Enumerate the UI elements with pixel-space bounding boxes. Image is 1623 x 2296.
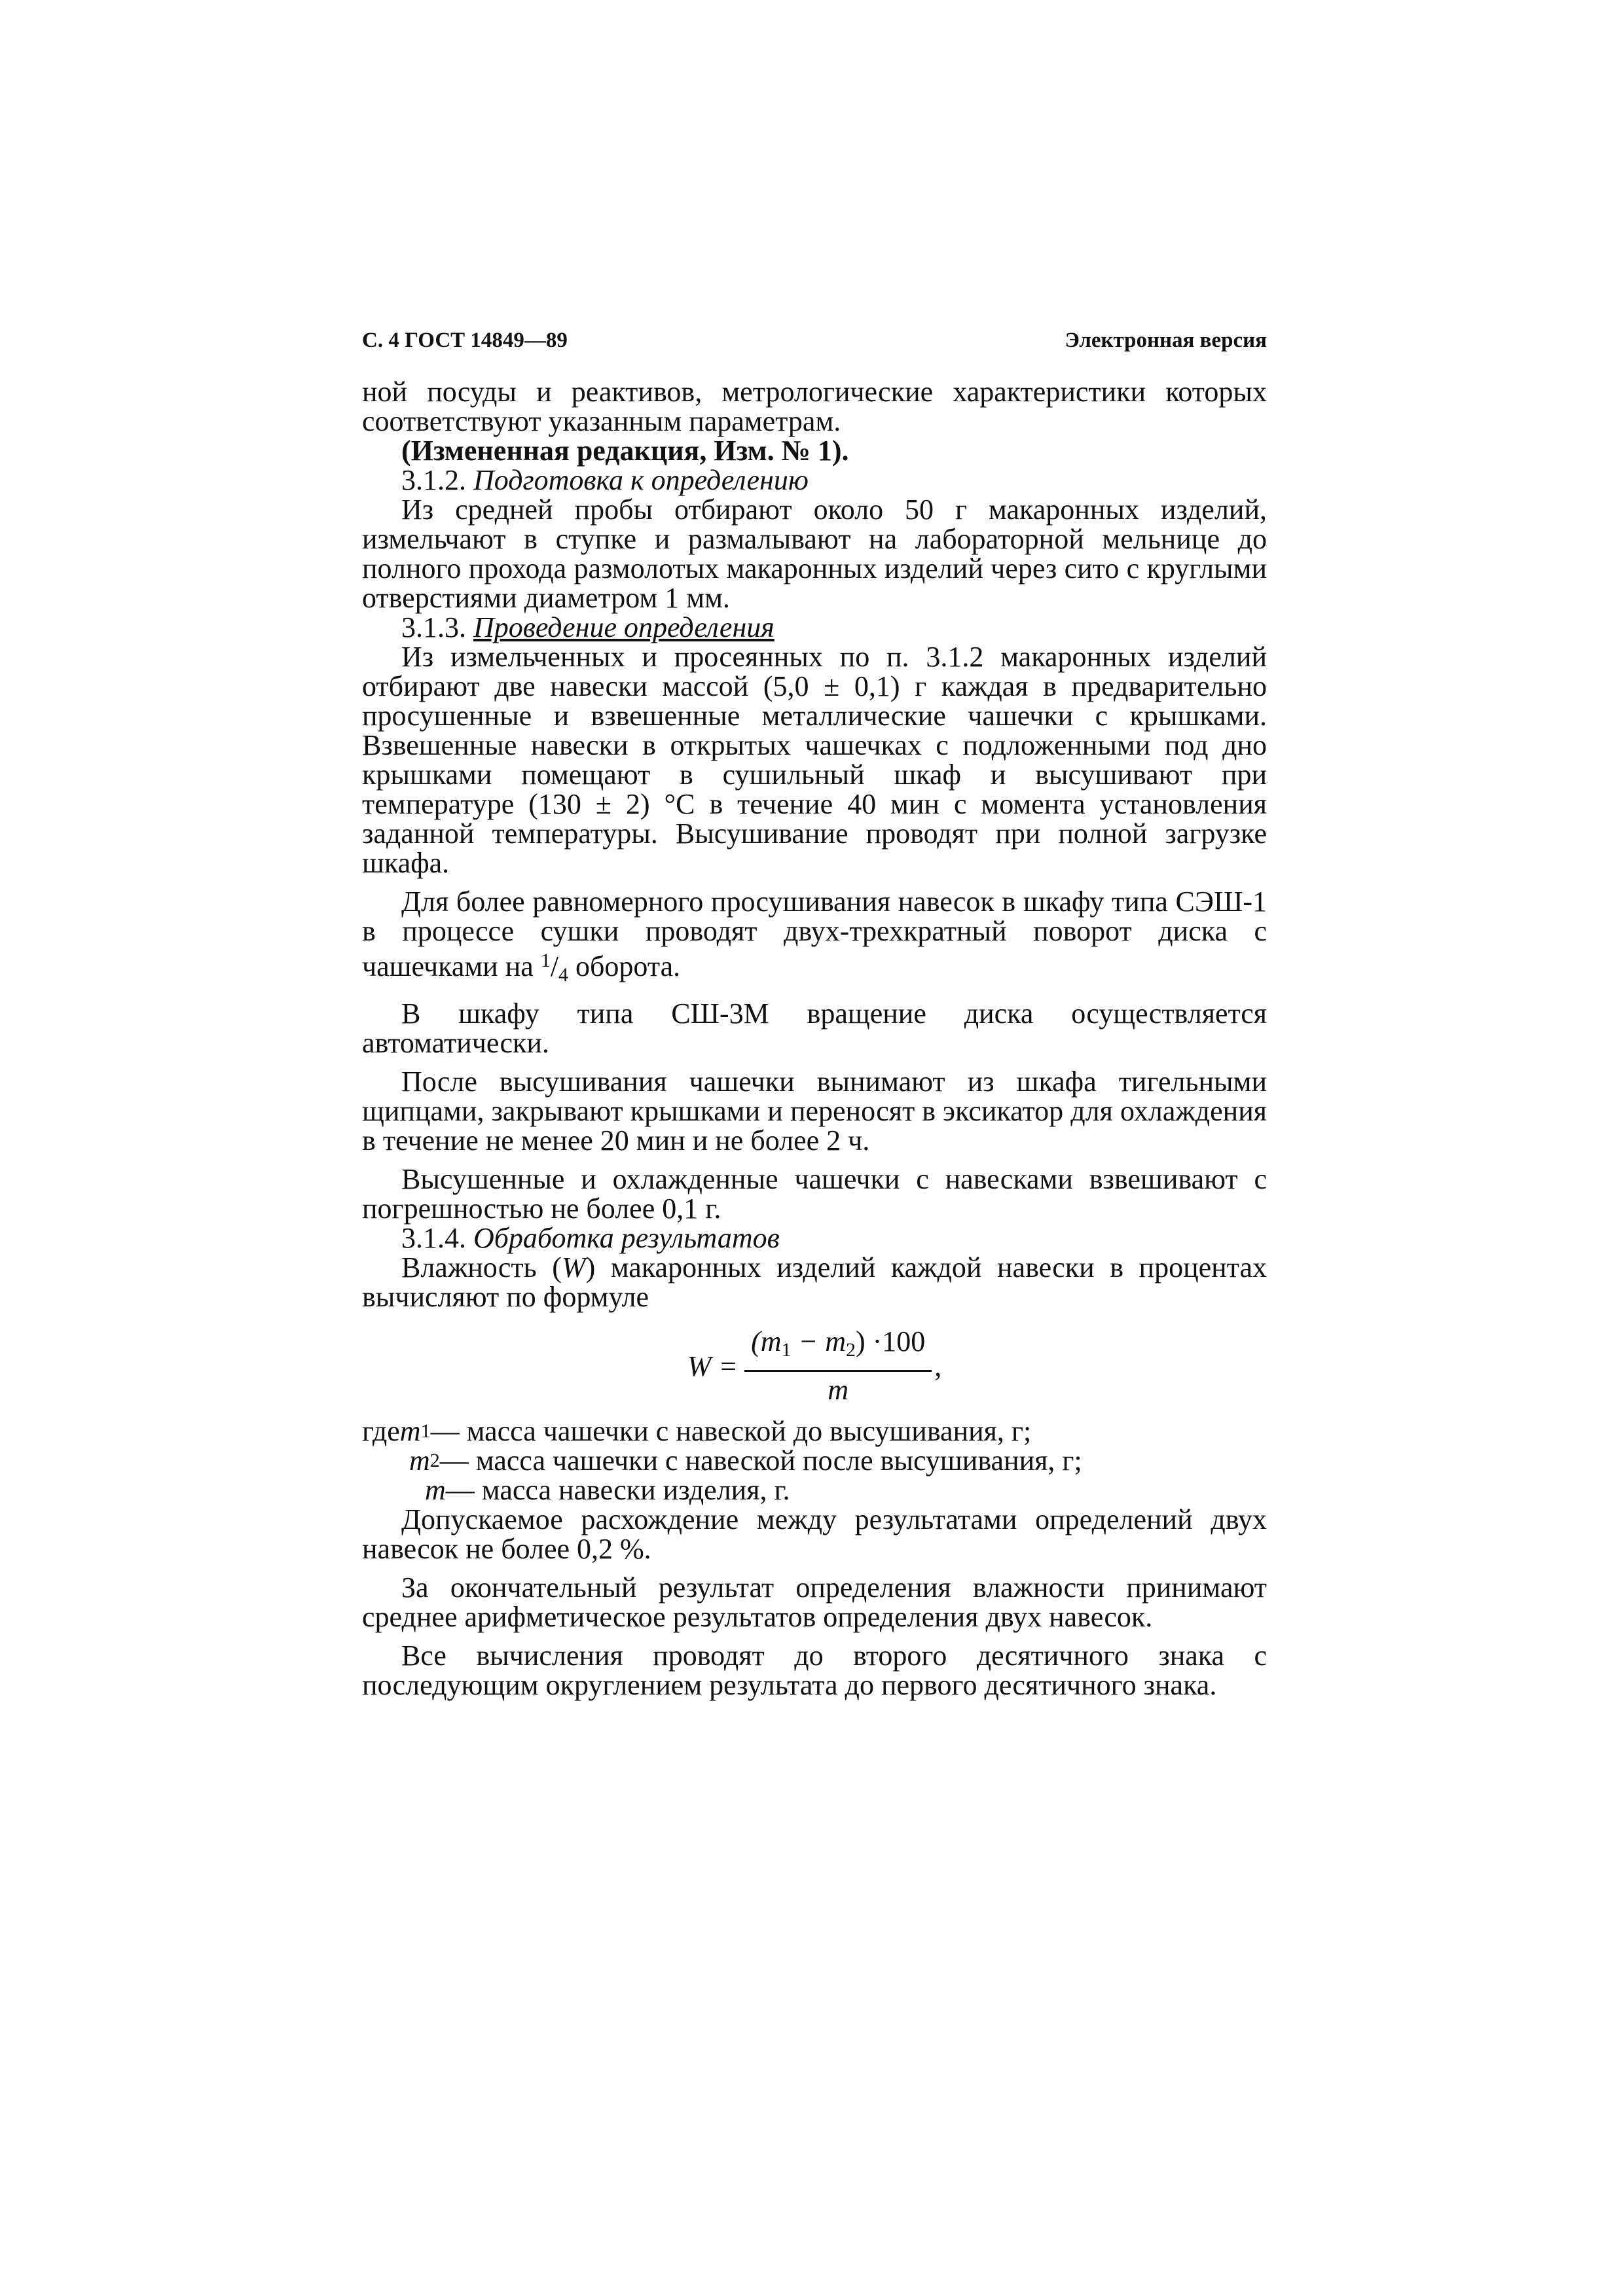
section-3-1-3-heading (362, 613, 1267, 642)
definition-subscript: 2 (429, 1450, 440, 1471)
numerator-part: ) ·100 (855, 1325, 926, 1357)
formula-comma: , (934, 1350, 942, 1382)
formula-lhs: W = (687, 1350, 739, 1382)
section-number: 3.1.3. (401, 611, 466, 643)
amendment-note: (Измененная редакция, Изм. № 1). (401, 435, 849, 467)
symbol-w: W (561, 1251, 586, 1283)
definition-text: — масса чашечки с навеской после высушивания, г; (439, 1444, 1082, 1477)
variable-definitions (362, 1416, 1267, 1505)
paragraph-rotation (362, 887, 1267, 990)
section-number: 3.1.4. (401, 1222, 466, 1254)
header-edition-note: Электронная версия (1065, 329, 1267, 352)
definition-symbol: m (425, 1474, 446, 1506)
numerator-subscript: 2 (845, 1339, 856, 1361)
definition-m (362, 1475, 1267, 1505)
numerator-subscript: 1 (781, 1339, 792, 1361)
header-standard-ref: С. 4 ГОСТ 14849—89 (362, 329, 568, 352)
paragraph-procedure: Из измельченных и просеянных по п. 3.1.2 макаронных изделий отбирают две навески массой (5,0 ± 0,1) г каждая в предварительно просушенные и взвешенные металлические чашечки с крышками. Взвешенные навески в открытых чашечках с подложенными под дно крышками помещают в сушильный шкаф и высушивают при температуре (130 ± 2) °С в течение 40 мин с момента установления заданной температуры. Высушивание проводят при полной загрузке шкафа. (362, 641, 1267, 879)
paragraph-rounding: Все вычисления проводят до второго десятичного знака с последующим округлением результата до первого десятичного знака. (362, 1640, 1267, 1701)
rotation-text: Для более равномерного просушивания навесок в шкафу типа СЭШ-1 в процессе сушки проводят двух-трехкратный поворот диска с чашечками на (362, 886, 1267, 982)
paragraph-final-result: За окончательный результат определения влажности принимают среднее арифметическое результатов определения двух навесок. (362, 1571, 1267, 1633)
definition-symbol: m (399, 1415, 421, 1447)
definition-lead: где (362, 1415, 400, 1447)
paragraph-automatic-rotation: В шкафу типа СШ-3М вращение диска осуществляется автоматически. (362, 997, 1267, 1059)
page-header (362, 327, 1267, 353)
fraction-slash: / (550, 950, 559, 982)
paragraph-tolerance: Допускаемое расхождение между результатами определений двух навесок не более 0,2 %. (362, 1503, 1267, 1565)
formula-fraction (744, 1326, 932, 1406)
definition-m1 (362, 1416, 1267, 1446)
definition-text: — масса навески изделия, г. (445, 1474, 790, 1506)
definition-symbol: m (409, 1444, 430, 1477)
formula-intro-text-end: ) макаронных изделий каждой навески в процентах вычисляют по формуле (362, 1251, 1267, 1313)
document-page (362, 327, 1267, 1700)
fraction-numerator: 1 (540, 950, 551, 971)
section-title: Подготовка к определению (473, 464, 809, 496)
rotation-text-end: оборота. (568, 950, 681, 982)
paragraph-cooling: После высушивания чашечки вынимают из шкафа тигельными щипцами, закрывают крышками и переносят в эксикатор для охлаждения в течение не менее 20 мин и не более 2 ч. (362, 1066, 1267, 1157)
numerator-part: (m (751, 1325, 782, 1357)
section-number: 3.1.2. (401, 464, 466, 496)
paragraph-continuation: ной посуды и реактивов, метрологические характеристики которых соответствуют указанным параметрам. (362, 376, 1267, 437)
formula-numerator (744, 1326, 932, 1372)
definition-subscript: 1 (420, 1420, 431, 1442)
numerator-part: − m (791, 1325, 846, 1357)
document-body (362, 377, 1267, 1700)
paragraph-formula-intro (362, 1253, 1267, 1312)
formula-intro-text: Влажность ( (401, 1251, 562, 1283)
section-3-1-4-heading (362, 1223, 1267, 1253)
definition-text: — масса чашечки с навеской до высушивания, г; (430, 1415, 1032, 1447)
moisture-formula (362, 1326, 1267, 1406)
section-3-1-2-heading (362, 465, 1267, 495)
section-title: Обработка результатов (473, 1222, 780, 1254)
paragraph-sample-prep: Из средней пробы отбирают около 50 г макаронных изделий, измельчают в ступке и размалывают на лабораторной мельнице до полного прохода размолотых макаронных изделий через сито с круглыми отверстиями диаметром 1 мм. (362, 493, 1267, 614)
fraction-denominator: 4 (558, 964, 569, 986)
definition-m2 (362, 1446, 1267, 1475)
paragraph-weighing: Высушенные и охлажденные чашечки с навесками взвешивают с погрешностью не более 0,1 г. (362, 1163, 1267, 1225)
section-title: Проведение определения (473, 611, 775, 643)
formula-denominator: m (828, 1374, 849, 1406)
